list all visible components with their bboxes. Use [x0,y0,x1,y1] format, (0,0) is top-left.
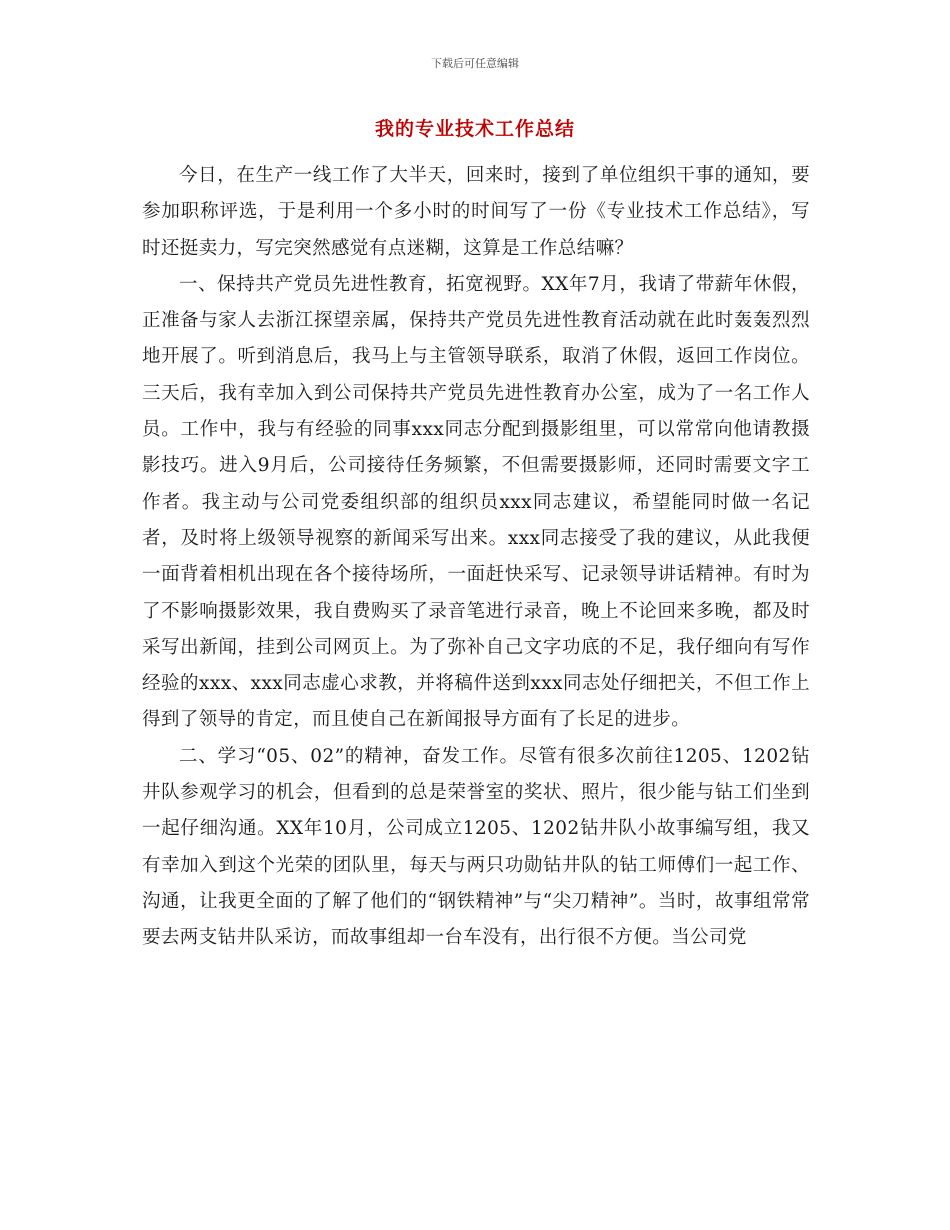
paragraph-section-2: 二、学习“05、02”的精神，奋发工作。尽管有很多次前往1205、1202钻井队参观学习的机会，但看到的总是荣誉室的奖状、照片，很少能与钻工们坐到一起仔细沟通。XX年10月，公司成立1205、1202钻井队小故事编写组，我又有幸加入到这个光荣的团队里，每天与两只功勋钻井队的钻工师傅们一起工作、沟通，让我更全面的了解了他们的“钢铁精神”与“尖刀精神”。当时，故事组常常要去两支钻井队采访，而故事组却一台车没有，出行很不方便。当公司党 [142,745,810,949]
paragraph-section-1: 一、保持共产党员先进性教育，拓宽视野。XX年7月，我请了带薪年休假，正准备与家人去浙江探望亲属，保持共产党员先进性教育活动就在此时轰轰烈烈地开展了。听到消息后，我马上与主管领导联系，取消了休假，返回工作岗位。三天后，我有幸加入到公司保持共产党员先进性教育办公室，成为了一名工作人员。工作中，我与有经验的同事xxx同志分配到摄影组里，可以常常向他请教摄影技巧。进入9月后，公司接待任务频繁，不但需要摄影师，还同时需要文字工作者。我主动与公司党委组织部的组织员xxx同志建议，希望能同时做一名记者，及时将上级领导视察的新闻采写出来。xxx同志接受了我的建议，从此我便一面背着相机出现在各个接待场所，一面赶快采写、记录领导讲话精神。有时为了不影响摄影效果，我自费购买了录音笔进行录音，晚上不论回来多晚，都及时采写出新闻，挂到公司网页上。为了弥补自己文字功底的不足，我仔细向有写作经验的xxx、xxx同志虚心求教，并将稿件送到xxx同志处仔细把关，不但工作上得到了领导的肯定，而且使自己在新闻报导方面有了长足的进步。 [142,273,810,731]
paragraph-intro: 今日，在生产一线工作了大半天，回来时，接到了单位组织干事的通知，要参加职称评选，于是利用一个多小时的时间写了一份《专业技术工作总结》，写时还挺卖力，写完突然感觉有点迷糊，这算是工作总结嘛？ [142,165,810,259]
document-body [142,158,810,957]
header-note: 下载后可任意编辑 [431,57,519,70]
document-title: 我的专业技术工作总结 [374,118,575,140]
